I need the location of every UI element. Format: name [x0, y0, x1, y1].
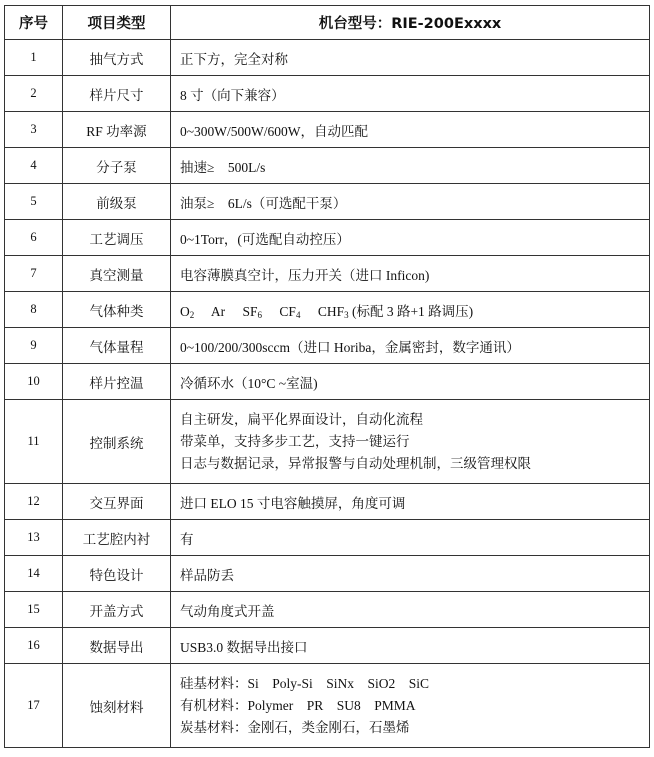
table-header-row — [5, 6, 650, 40]
header-item-type: 项目类型 — [63, 6, 171, 40]
gas-ar: Ar — [210, 303, 226, 319]
gas-sf6: $SF_6$ — [242, 303, 263, 320]
row-item: 真空测量 — [63, 256, 171, 292]
spec-line: 硅基材料：Si Poly-Si SiNx SiO2 SiC — [180, 675, 430, 691]
row-item: 数据导出 — [63, 628, 171, 664]
row-item: 前级泵 — [63, 184, 171, 220]
table-row — [5, 76, 650, 112]
row-index: 10 — [5, 364, 63, 400]
row-item: 交互界面 — [63, 484, 171, 520]
table-row — [5, 292, 650, 328]
row-index: 16 — [5, 628, 63, 664]
table-row — [5, 40, 650, 76]
row-item: 分子泵 — [63, 148, 171, 184]
row-spec: 0~100/200/300sccm（进口 Horiba，金属密封，数字通讯） — [171, 328, 650, 364]
gas-o2: $O_2$ — [180, 303, 195, 320]
row-index: 17 — [5, 664, 63, 748]
spec-line: 自主研发，扁平化界面设计，自动化流程 — [180, 411, 423, 427]
row-spec: 冷循环水（10°C ~室温) — [171, 364, 650, 400]
table-row — [5, 592, 650, 628]
row-item: 样片控温 — [63, 364, 171, 400]
row-item: 特色设计 — [63, 556, 171, 592]
table-row — [5, 148, 650, 184]
spec-table — [4, 5, 650, 748]
table-row — [5, 328, 650, 364]
row-index: 13 — [5, 520, 63, 556]
row-index: 8 — [5, 292, 63, 328]
table-row — [5, 520, 650, 556]
row-spec: 正下方，完全对称 — [171, 40, 650, 76]
table-row — [5, 220, 650, 256]
spec-line: 有机材料：Polymer PR SU8 PMMA — [180, 697, 416, 713]
row-index: 6 — [5, 220, 63, 256]
table-row — [5, 400, 650, 484]
spec-line: 日志与数据记录，异常报警与自动处理机制，三级管理权限 — [180, 455, 531, 471]
row-item: 工艺调压 — [63, 220, 171, 256]
row-spec: 油泵≥ 6L/s（可选配干泵） — [171, 184, 650, 220]
spec-line: 炭基材料：金刚石，类金刚石，石墨烯 — [180, 719, 410, 735]
gas-chf3: $CHF_3$ — [317, 303, 349, 320]
row-index: 14 — [5, 556, 63, 592]
row-item: 抽气方式 — [63, 40, 171, 76]
table-row — [5, 112, 650, 148]
row-item: 控制系统 — [63, 400, 171, 484]
table-row — [5, 664, 650, 748]
row-index: 11 — [5, 400, 63, 484]
row-spec: 样品防丢 — [171, 556, 650, 592]
row-index: 12 — [5, 484, 63, 520]
row-item: 样片尺寸 — [63, 76, 171, 112]
row-spec: USB3.0 数据导出接口 — [171, 628, 650, 664]
row-item: 蚀刻材料 — [63, 664, 171, 748]
row-spec-multiline — [171, 664, 650, 748]
row-spec: 8 寸（向下兼容） — [171, 76, 650, 112]
row-item: 气体种类 — [63, 292, 171, 328]
table-row — [5, 364, 650, 400]
gas-note: (标配 3 路+1 路调压) — [351, 303, 474, 319]
row-index: 4 — [5, 148, 63, 184]
row-spec: 抽速≥ 500L/s — [171, 148, 650, 184]
header-index: 序号 — [5, 6, 63, 40]
row-index: 3 — [5, 112, 63, 148]
row-spec-gases — [171, 292, 650, 328]
table-row — [5, 628, 650, 664]
row-index: 7 — [5, 256, 63, 292]
row-item: RF 功率源 — [63, 112, 171, 148]
row-index: 2 — [5, 76, 63, 112]
row-spec: 0~1Torr，(可选配自动控压） — [171, 220, 650, 256]
table-row — [5, 556, 650, 592]
row-item: 开盖方式 — [63, 592, 171, 628]
row-item: 气体量程 — [63, 328, 171, 364]
spec-line: 带菜单，支持多步工艺，支持一键运行 — [180, 433, 410, 449]
row-spec: 0~300W/500W/600W，自动匹配 — [171, 112, 650, 148]
row-item: 工艺腔内衬 — [63, 520, 171, 556]
row-index: 5 — [5, 184, 63, 220]
row-index: 9 — [5, 328, 63, 364]
header-machine-model: 机台型号：RIE-200Exxxx — [171, 6, 650, 40]
row-spec: 电容薄膜真空计，压力开关（进口 Inficon) — [171, 256, 650, 292]
row-spec-multiline — [171, 400, 650, 484]
table-row — [5, 256, 650, 292]
table-row — [5, 484, 650, 520]
table-row — [5, 184, 650, 220]
row-spec: 有 — [171, 520, 650, 556]
row-index: 1 — [5, 40, 63, 76]
row-spec: 进口 ELO 15 寸电容触摸屏，角度可调 — [171, 484, 650, 520]
gas-cf4: $CF_4$ — [279, 303, 301, 320]
row-index: 15 — [5, 592, 63, 628]
row-spec: 气动角度式开盖 — [171, 592, 650, 628]
